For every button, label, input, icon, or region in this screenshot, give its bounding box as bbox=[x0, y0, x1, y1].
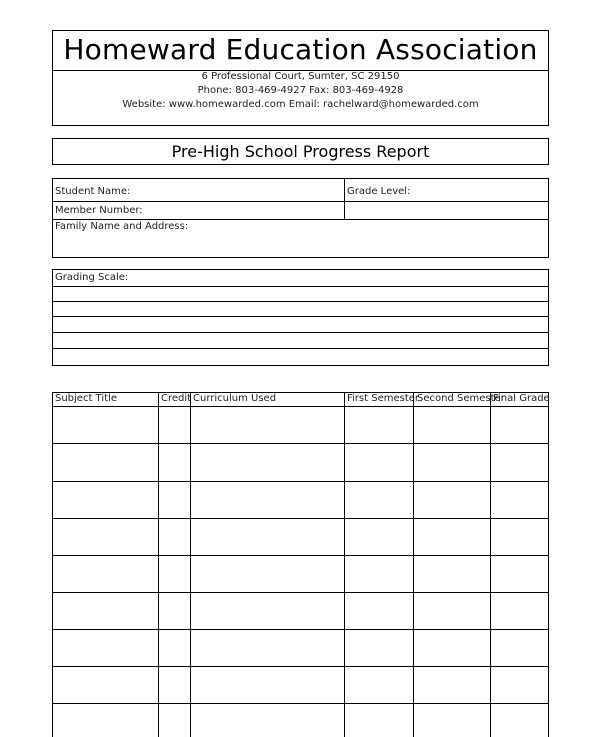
info-row-divider bbox=[53, 201, 548, 202]
student-info-section bbox=[52, 178, 549, 258]
grading-line[interactable] bbox=[53, 348, 548, 349]
grading-line[interactable] bbox=[53, 316, 548, 317]
grade-level-field[interactable]: Grade Level: bbox=[347, 186, 411, 197]
table-row-divider bbox=[53, 555, 548, 556]
organization-name: Homeward Education Association bbox=[63, 33, 538, 66]
header-final-grade: Final Grade bbox=[493, 393, 550, 404]
student-name-field[interactable]: Student Name: bbox=[55, 186, 131, 197]
header-curriculum-used: Curriculum Used bbox=[193, 393, 277, 404]
grading-line[interactable] bbox=[53, 301, 548, 302]
table-row-divider bbox=[53, 443, 548, 444]
column-divider bbox=[190, 393, 191, 737]
organization-address: 6 Professional Court, Sumter, SC 29150 bbox=[201, 71, 400, 82]
header-subject-title: Subject Title bbox=[55, 393, 117, 404]
grading-line[interactable] bbox=[53, 332, 548, 333]
table-row-divider bbox=[53, 666, 548, 667]
table-row-divider bbox=[53, 592, 548, 593]
column-divider bbox=[490, 393, 491, 737]
table-row-divider bbox=[53, 481, 548, 482]
info-column-divider bbox=[344, 179, 345, 219]
grading-scale-section bbox=[52, 269, 549, 366]
table-row-divider bbox=[53, 406, 548, 407]
grading-line[interactable] bbox=[53, 286, 548, 287]
organization-header bbox=[52, 30, 549, 126]
column-divider bbox=[158, 393, 159, 737]
table-row-divider bbox=[53, 629, 548, 630]
header-second-semester: Second Semester bbox=[417, 393, 505, 404]
report-title-box bbox=[52, 138, 549, 165]
column-divider bbox=[413, 393, 414, 737]
table-row-divider bbox=[53, 703, 548, 704]
organization-phone-fax: Phone: 803-469-4927 Fax: 803-469-4928 bbox=[197, 85, 404, 96]
subjects-table bbox=[52, 392, 549, 737]
grading-scale-label: Grading Scale: bbox=[55, 272, 129, 283]
organization-web-email: Website: www.homewarded.com Email: rachelward@homewarded.com bbox=[122, 99, 479, 110]
member-number-field[interactable]: Member Number: bbox=[55, 205, 143, 216]
family-name-address-field[interactable]: Family Name and Address: bbox=[55, 221, 189, 232]
table-row-divider bbox=[53, 518, 548, 519]
column-divider bbox=[344, 393, 345, 737]
header-credit: Credit bbox=[161, 393, 192, 404]
report-title: Pre-High School Progress Report bbox=[171, 142, 430, 161]
header-first-semester: First Semester bbox=[347, 393, 420, 404]
info-row-divider bbox=[53, 219, 548, 220]
